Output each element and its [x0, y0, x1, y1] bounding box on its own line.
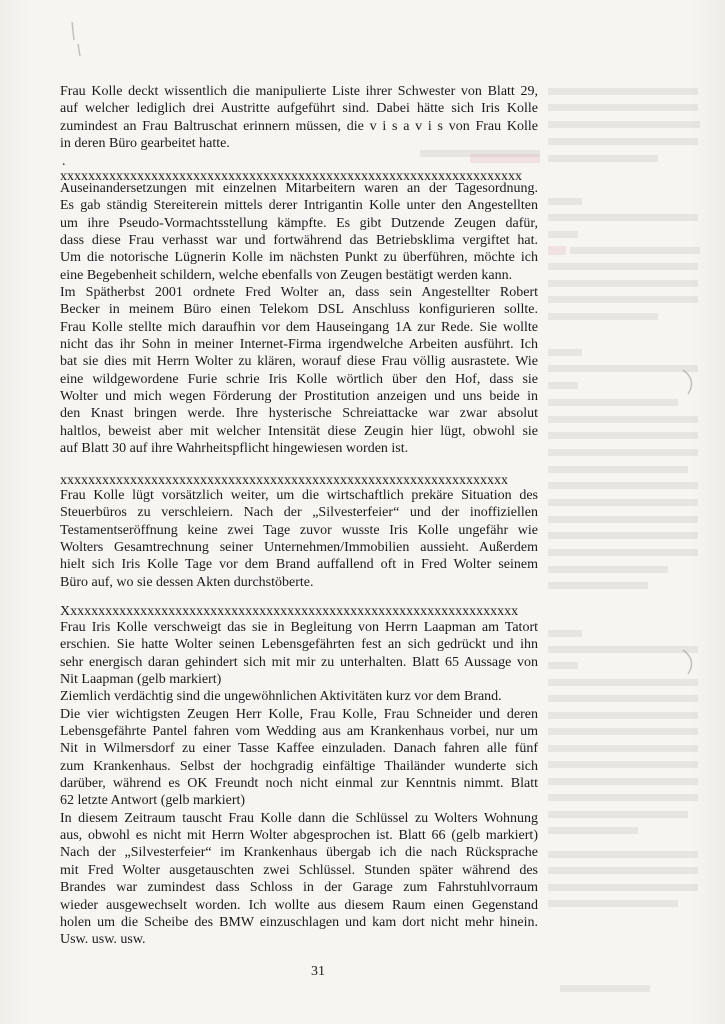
bleed-through-line — [548, 231, 578, 238]
text-line: den Knast bringen werde. Ihre hysterische Schreiattacke war zwar absolut — [60, 406, 538, 422]
text-line: zum Krankenhaus. Selbst der hochgradig einfältige Thailänder wunderte sich — [60, 758, 538, 774]
text-line: Ziemlich verdächtig sind die ungewöhnlichen Aktivitäten kurz vor dem Brand. — [60, 689, 502, 705]
paragraph-2 — [60, 180, 538, 458]
punch-hole-mark — [683, 370, 692, 394]
bleed-through-line — [548, 349, 582, 356]
text-line: Steuerbüros zu verschleiern. Nach der „Silvesterfeier“ und der inoffiziellen — [60, 505, 538, 521]
bleed-through-line — [548, 778, 698, 785]
bleed-through-highlight — [548, 246, 566, 255]
bleed-through-line — [548, 811, 688, 818]
text-line: haltlos, beweist aber mit welcher Intensität diese Zeugin hier lügt, obwohl sie — [60, 423, 538, 439]
bleed-through-line — [548, 516, 698, 523]
text-line: Nit Laapman (gelb markiert) — [60, 672, 222, 688]
text-line: Auseinandersetzungen mit einzelnen Mitarbeitern waren an der Tagesordnung. — [60, 181, 538, 196]
bleed-through-line — [548, 761, 698, 768]
bleed-through-line — [548, 399, 678, 406]
text-line: auf Blatt 30 auf ihre Wahrheitspflicht hingewiesen worden ist. — [60, 441, 409, 457]
text-line: aus, obwohl es nicht mit Herrn Wolter abgesprochen ist. Blatt 66 (gelb markiert) — [60, 828, 538, 844]
text-line: in deren Büro gearbeitet hatte. — [60, 136, 230, 152]
bleed-through-line — [548, 121, 700, 128]
text-line: bat sie dies mit Herrn Wolter zu klären, worauf diese Frau völlig ausrastete. Wie — [60, 354, 538, 370]
bleed-through-line — [548, 884, 698, 891]
bleed-through-line — [548, 794, 698, 801]
bleed-through-line — [548, 549, 698, 556]
bleed-through-line — [548, 900, 678, 907]
bleed-through-line — [548, 482, 698, 489]
text-line: sehr energisch daran gehindert sich mit mir zu unterhalten. Blatt 65 Aussage von — [60, 654, 538, 670]
paragraph-3 — [60, 487, 538, 591]
text-line: eine wildgewordene Furie schrie Iris Kolle wörtlich über den Hof, dass sie — [60, 371, 538, 387]
text-line: Frau Iris Kolle verschweigt das sie in Begleitung von Herrn Laapman am Tatort — [60, 620, 538, 635]
bleed-through-line — [548, 138, 698, 145]
text-line: 62 letzte Antwort (gelb markiert) — [60, 793, 246, 809]
bleed-through-line — [548, 566, 668, 573]
text-line: Becker in meinem Büro einen Telekom DSL Anschluss konfigurieren sollte. — [60, 302, 538, 318]
text-line: Testamentseröffnung keine zwei Tage zuvor wusste Iris Kolle ungefähr wie — [60, 522, 538, 538]
text-line: erschien. Sie hatte Wolter seinen Lebensgefährten fest an sich gedrückt und ihn — [60, 637, 538, 653]
text-line: Es gab ständig Stereiterein mittels derer Intrigantin Kolle unter den Angestellten — [60, 198, 538, 214]
text-line: Nit in Wilmersdorf zu einer Tasse Kaffee einzuladen. Danach fahren alle fünf — [60, 741, 538, 757]
bleed-through-line — [570, 247, 700, 254]
bleed-through-line — [548, 104, 698, 111]
bleed-through-line — [548, 851, 698, 858]
text-line: Frau Kolle stellte mich daraufhin vor dem Hauseingang 1A zur Rede. Sie wollte — [60, 319, 538, 335]
text-line: Usw. usw. usw. — [60, 932, 146, 948]
bleed-through-line — [548, 695, 698, 702]
text-line: In diesem Zeitraum tauscht Frau Kolle dann die Schlüssel zu Wolters Wohnung — [60, 810, 538, 826]
text-line: Frau Kolle lügt vorsätzlich weiter, um die wirtschaftlich prekäre Situation des — [60, 488, 538, 503]
text-line: Wolters Gesamtrechnung seiner Unternehmen/Immobilien aussieht. Außerdem — [60, 540, 538, 556]
text-line: Brandes war zumindest dass Schloss in der Garage zum Fahrstuhlvorraum — [60, 880, 538, 896]
bleed-through-line — [548, 646, 698, 653]
bleed-through-line — [548, 296, 698, 303]
bleed-through-line — [548, 728, 698, 735]
bleed-through-line — [548, 280, 698, 287]
bleed-through-line — [548, 867, 698, 874]
text-line: Büro auf, wo sie dessen Akten durchstöberte. — [60, 574, 314, 590]
text-line: dass diese Frau verhasst war und fortwährend das Betriebsklima vergiftet hat. — [60, 233, 538, 249]
bleed-through-line — [548, 582, 648, 589]
separator-line: xxxxxxxxxxxxxxxxxxxxxxxxxxxxxxxxxxxxxxxxxxxxxxxxxxxxxxxxxxxxxxxxxx — [60, 169, 522, 184]
text-line: Nach der „Silvesterfeier“ im Krankenhaus übergab ich die nach Rücksprache — [60, 845, 538, 861]
bleed-through-line — [548, 745, 698, 752]
text-line: zumindest an Frau Baltruschat erinnern müssen, die v i s a v i s von Frau Kolle — [60, 118, 538, 134]
bleed-through-line — [548, 449, 698, 456]
text-line: nicht das ihr Sohn in meiner Internet-Firma irgendwelche Arbeiten ausführt. Ich — [60, 337, 538, 353]
bleed-through-line — [548, 365, 698, 372]
text-line: mit Fred Wolter ausgetauschten zwei Schlüssel. Stunden später während des — [60, 862, 538, 878]
text-line: auf welcher lediglich drei Austritte aufgeführt sind. Dabei hätte sich Iris Kolle — [60, 101, 538, 117]
bleed-through-line — [548, 155, 658, 162]
bleed-through-line — [548, 432, 698, 439]
bleed-through-line — [548, 532, 698, 539]
bleed-through-line — [548, 712, 698, 719]
separator-line: xxxxxxxxxxxxxxxxxxxxxxxxxxxxxxxxxxxxxxxxxxxxxxxxxxxxxxxxxxxxxxxx — [60, 473, 508, 488]
bleed-through-line — [548, 679, 698, 686]
text-line: um ihre Pseudo-Vormachtsstellung kämpfte. Es gibt Dutzende Zeugen dafür, — [60, 215, 538, 231]
text-line: Lebensgefährte Pantel fahren vom Wedding aus am Krankenhaus vorbei, nur um — [60, 724, 538, 740]
bleed-through-line — [548, 313, 658, 320]
scan-mark — [72, 22, 80, 56]
bleed-through-line — [560, 985, 650, 992]
bleed-through-line — [548, 214, 698, 221]
text-line: eine Begebenheit schildern, welche ebenfalls von Zeugen bestätigt werden kann. — [60, 267, 513, 283]
bleed-through-line — [548, 88, 698, 95]
stray-dot: . — [62, 154, 66, 169]
bleed-through-line — [548, 827, 638, 834]
text-line: wieder ausgewechselt worden. Ich wollte aus diesem Raum einen Gegenstand — [60, 897, 538, 913]
page-number: 31 — [311, 964, 325, 979]
paragraph-4 — [60, 619, 538, 949]
bleed-through-line — [548, 382, 578, 389]
text-line: holen um die Scheibe des BMW einzuschlagen und kam dort nicht mehr hinein. — [60, 914, 538, 930]
text-line: Im Spätherbst 2001 ordnete Fred Wolter an, dass sein Angestellter Robert — [60, 285, 538, 301]
paragraph-1 — [60, 83, 538, 152]
text-line: Wolter und mich wegen Förderung der Prostitution anzeigen und uns beide in — [60, 389, 538, 405]
punch-hole-mark — [683, 650, 692, 674]
bleed-through-line — [548, 198, 582, 205]
text-line: Frau Kolle deckt wissentlich die manipulierte Liste ihrer Schwester von Blatt 29, — [60, 84, 538, 99]
bleed-through-line — [548, 466, 688, 473]
text-line: darüber, während es OK Freundt noch nicht einmal zur Kenntnis nimmt. Blatt — [60, 776, 538, 792]
bleed-through-line — [548, 630, 582, 637]
text-line: Um die notorische Lügnerin Kolle im nächsten Punkt zu überführen, möchte ich — [60, 250, 538, 266]
bleed-through-line — [548, 263, 698, 270]
separator-line: Xxxxxxxxxxxxxxxxxxxxxxxxxxxxxxxxxxxxxxxxxxxxxxxxxxxxxxxxxxxxxxxxx — [60, 604, 519, 619]
bleed-through-line — [548, 662, 578, 669]
text-line: hielt sich Iris Kolle Tage vor dem Brand auffallend oft in Fred Wolter seinem — [60, 557, 538, 573]
text-line: Die vier wichtigsten Zeugen Herr Kolle, Frau Kolle, Frau Schneider und deren — [60, 706, 538, 722]
bleed-through-line — [548, 416, 698, 423]
bleed-through-line — [548, 499, 698, 506]
